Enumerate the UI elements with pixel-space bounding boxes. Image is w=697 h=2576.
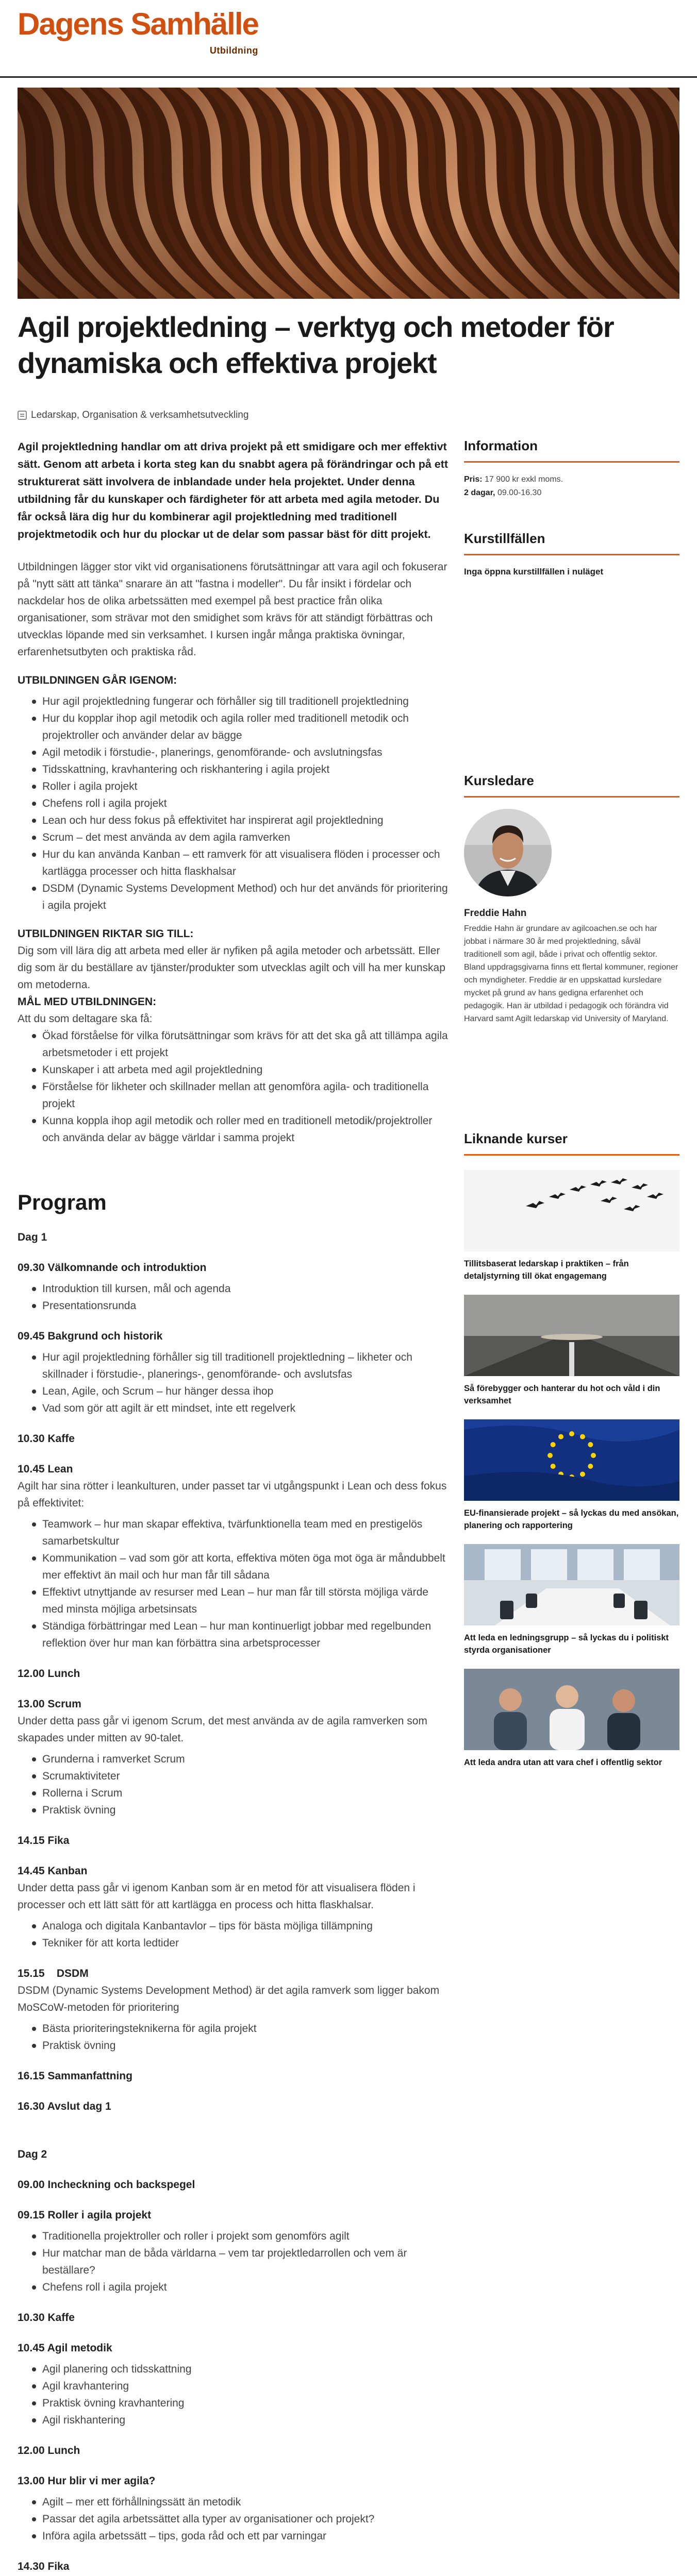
leader-bio: Freddie Hahn är grundare av agilcoachen.se och har jobbat i närmare 30 år med projektledning, såväl traditionell som agil, både i privat och offentlig sektor. Bland uppdragsgivarna finns ett flertal kommuner, regioner och myndigheter. Freddie är en uppskattad kursledare mycket på grund av hans gedigna erfarenhet och pedagogik. Han är utbildad i pedagogik och förändra vid Harvard samt Agilt ledarskap vid University of Maryland. [464, 924, 678, 1023]
card-image [464, 1544, 679, 1625]
card-title[interactable]: Att leda en ledningsgrupp – så lyckas du i politiskt styrda organisationer [464, 1633, 669, 1655]
program-slot: 16.15 Sammanfattning [18, 2070, 132, 2082]
program-slot: 13.00 Scrum [18, 1698, 81, 1710]
list-item: Scrum – det mest använda av dem agila ramverken [18, 829, 451, 846]
list-item: Tekniker för att korta ledtider [18, 1935, 451, 1952]
info-panel [464, 438, 679, 500]
slot-list [18, 1918, 451, 1952]
eu-star [558, 1434, 563, 1439]
price-label: Pris: [464, 475, 483, 484]
slot-list [18, 2228, 451, 2296]
program-slot: 10.45 Lean [18, 1463, 73, 1475]
program-slot: 14.45 Kanban [18, 1865, 88, 1877]
lead-paragraph: Agil projektledning handlar om att driva projekt på ett smidigare och mer effektivt sätt. Genom att arbeta i korta steg kan du snabbt agera på förändringar och på ett strukturerat sätt involvera de inblandade under hela projektet. Under denna utbildning får du kunskaper och färdigheter för att arbeta med agila metoder. Du får också lära dig hur du kombinerar agil projektledning med traditionell projektmetodik och hur du plockar ut de delar som passar bäst för ditt projekt. [18, 440, 449, 540]
list-item: Praktisk övning [18, 2037, 451, 2054]
card-image [464, 1419, 679, 1501]
slot-description: DSDM (Dynamic Systems Development Method) är det agila ramverk som ligger bakom MoSCoW-metoden för prioritering [18, 1985, 440, 2013]
list-item: Förståelse för likheter och skillnader mellan att genomföra agila- och traditionella projekt [18, 1078, 451, 1112]
info-lines [464, 473, 679, 500]
slot-list [18, 1751, 451, 1819]
slot-list [18, 1516, 451, 1652]
leader-portrait [464, 809, 552, 896]
list-item: Tidsskattning, kravhantering och riskhantering i agila projekt [18, 761, 451, 778]
list-item: Införa agila arbetssätt – tips, goda råd och ett par varningar [18, 2528, 451, 2545]
list-item: Scrumaktiviteter [18, 1768, 451, 1785]
list-item: Roller i agila projekt [18, 778, 451, 795]
course-dates-heading: Kurstillfällen [464, 531, 679, 555]
slot-description: Agilt har sina rötter i leankulturen, under passet tar vi utgångspunkt i Lean och dess fokus på effektivitet: [18, 1480, 447, 1509]
program-slot: 15.15 DSDM [18, 1968, 89, 1979]
similar-course-card[interactable] [464, 1544, 679, 1656]
hero-image [18, 88, 679, 299]
list-item: Introduktion till kursen, mål och agenda [18, 1280, 451, 1297]
similar-course-card[interactable] [464, 1669, 679, 1769]
avatar [464, 809, 552, 896]
list-item: Lean, Agile, och Scrum – hur hänger dessa ihop [18, 1383, 451, 1400]
category-link[interactable]: Ledarskap, Organisation & verksamhetsutveckling [31, 410, 249, 420]
list-item: Effektivt utnyttjande av resurser med Lean – hur man får till största möjliga värde med minsta möjliga arbetsinsats [18, 1584, 451, 1618]
list-item: Bästa prioriteringsteknikerna för agila projekt [18, 2020, 451, 2037]
card-title[interactable]: Att leda andra utan att vara chef i offentlig sektor [464, 1758, 662, 1767]
similar-courses-heading: Liknande kurser [464, 1131, 679, 1156]
goal-list [18, 1027, 451, 1146]
goal-lead: Att du som deltagare ska få: [18, 1013, 153, 1025]
card-image [464, 1170, 679, 1251]
list-item: Ständiga förbättringar med Lean – hur man kontinuerligt jobbar med regelbunden reflektion över hur man kan förbättra sina arbetsprocesser [18, 1618, 451, 1652]
program-slot: 16.30 Avslut dag 1 [18, 2100, 111, 2112]
list-item: Lean och hur dess fokus på effektivitet har inspirerat agil projektledning [18, 812, 451, 829]
program-slot: 10.30 Kaffe [18, 2312, 75, 2324]
price-value: 17 900 kr exkl moms. [485, 475, 563, 484]
target-text: Dig som vill lära dig att arbeta med eller är nyfiken på agila metoder och arbetssätt. Eller dig som är du beställare av tjänster/produkter som utvecklas agilt och vill ha mer kunskap om metoderna. [18, 945, 445, 991]
card-title[interactable]: Tillitsbaserat ledarskap i praktiken – från detaljstyrning till ökat engagemang [464, 1259, 629, 1281]
info-heading: Information [464, 438, 679, 463]
list-item: Agil metodik i förstudie-, planerings, genomförande- och avslutningsfas [18, 744, 451, 761]
list-item: Hur agil projektledning fungerar och förhåller sig till traditionell projektledning [18, 693, 451, 710]
card-title[interactable]: Så förebygger och hanterar du hot och våld i din verksamhet [464, 1384, 660, 1405]
goal-heading: MÅL MED UTBILDNINGEN: [18, 996, 157, 1008]
hero-wood-pattern [18, 88, 679, 299]
similar-courses-panel [464, 1131, 679, 1774]
program-slot: 14.30 Fika [18, 2561, 70, 2572]
program-slot: 09.30 Välkomnande och introduktion [18, 1262, 207, 1274]
card-image [464, 1295, 679, 1376]
intro-paragraph: Utbildningen lägger stor vikt vid organisationens förutsättningar att vara agil och fokuserar på "nytt sätt att tänka" snarare än att "fastna i modeller". Du får insikt i fördelar och nackdelar hos de olika arbetssätten med exempel på best practice från olika organisationer, som strävar mot den smidighet som krävs för att ständigt förbättras och utvecklas löpande med sin verksamhet. I kursen ingår många praktiska övningar, erfarenhetsutbyten och praktiska råd. [18, 561, 447, 658]
slot-list [18, 1280, 451, 1314]
site-header [0, 0, 697, 77]
category-row [18, 410, 248, 421]
similar-course-card[interactable] [464, 1170, 679, 1282]
program-slot: 09.15 Roller i agila projekt [18, 2209, 152, 2221]
page-title: Agil projektledning – verktyg och metoder för dynamiska och effektiva projekt [18, 311, 614, 379]
slot-list [18, 1349, 451, 1417]
list-item: Presentationsrunda [18, 1297, 451, 1314]
program-slot: 12.00 Lunch [18, 2445, 80, 2456]
slot-list [18, 2361, 451, 2429]
course-leader-panel [464, 773, 679, 1025]
target-heading: UTBILDNINGEN RIKTAR SIG TILL: [18, 928, 194, 940]
header-divider [0, 76, 697, 78]
list-item: Praktisk övning kravhantering [18, 2395, 451, 2412]
program-slot: 12.00 Lunch [18, 1668, 80, 1680]
eu-star [551, 1464, 556, 1469]
list-item: Chefens roll i agila projekt [18, 795, 451, 812]
list-item: Ökad förståelse för vilka förutsättningar som krävs för att det ska gå att tillämpa agila arbetsmetoder i ett projekt [18, 1027, 451, 1061]
course-dates-empty: Inga öppna kurstillfällen i nuläget [464, 567, 604, 577]
logo[interactable] [18, 7, 258, 56]
program-slot: 14.15 Fika [18, 1835, 70, 1846]
program-slot: 10.30 Kaffe [18, 1433, 75, 1445]
days-label: 2 dagar, [464, 488, 495, 497]
list-item: Grunderna i ramverket Scrum [18, 1751, 451, 1768]
program-slot: 10.45 Agil metodik [18, 2342, 112, 2354]
list-item: Hur matchar man de båda världarna – vem tar projektledarrollen och vem är beställare? [18, 2245, 451, 2279]
slot-list [18, 2020, 451, 2054]
program-slot: 09.45 Bakgrund och historik [18, 1330, 163, 1342]
list-item: Kommunikation – vad som gör att korta, effektiva möten öga mot öga är måndubbelt mer effektivt än mail och hur man får till sådana [18, 1550, 451, 1584]
eu-star [588, 1464, 593, 1469]
price-line [464, 473, 679, 486]
list-item: Rollerna i Scrum [18, 1785, 451, 1802]
eu-star [591, 1453, 596, 1458]
goes-heading: UTBILDNINGEN GÅR IGENOM: [18, 674, 177, 686]
day-2-heading: Dag 2 [18, 2148, 47, 2160]
list-item: Kunskaper i att arbeta med agil projektledning [18, 1061, 451, 1078]
goes-list [18, 693, 451, 914]
list-item: Hur agil projektledning förhåller sig till traditionell projektledning – likheter och skillnader i förstudie-, planerings-, genomförande- och avslutsfas [18, 1349, 451, 1383]
eu-star [580, 1434, 585, 1439]
list-item: Agil riskhantering [18, 2412, 451, 2429]
list-item: Kunna koppla ihop agil metodik och roller med en traditionell metodik/projektroller och använda delar av bägge världar i samma projekt [18, 1112, 451, 1146]
eu-star [547, 1453, 553, 1458]
logo-subtitle: Utbildning [209, 45, 258, 56]
leader-name: Freddie Hahn [464, 908, 527, 919]
logo-title: Dagens Samhälle [18, 7, 258, 41]
list-item: DSDM (Dynamic Systems Development Method) och hur det används för prioritering i agila projekt [18, 880, 451, 914]
eu-star [569, 1431, 574, 1436]
program-heading: Program [18, 1190, 107, 1214]
list-item: Teamwork – hur man skapar effektiva, tvärfunktionella team med en prestigelös samarbetskultur [18, 1516, 451, 1550]
similar-course-card[interactable] [464, 1295, 679, 1407]
card-image [464, 1669, 679, 1750]
main-content [18, 438, 451, 2576]
list-item: Agil planering och tidsskattning [18, 2361, 451, 2378]
list-item: Hur du kan använda Kanban – ett ramverk för att visualisera flöden i processer och kartlägga processer och hitta flaskhalsar [18, 846, 451, 880]
list-item: Praktisk övning [18, 1802, 451, 1819]
list-item: Analoga och digitala Kanbantavlor – tips för bästa möjliga tillämpning [18, 1918, 451, 1935]
list-item: Agilt – mer ett förhållningssätt än metodik [18, 2494, 451, 2511]
eu-star [580, 1471, 585, 1477]
list-item: Hur du kopplar ihop agil metodik och agila roller med traditionell metodik och projektroller och använder delar av bägge [18, 710, 451, 744]
days-value: 09.00-16.30 [497, 488, 542, 497]
program-slot: 09.00 Incheckning och backspegel [18, 2179, 195, 2191]
card-title[interactable]: EU-finansierade projekt – så lyckas du med ansökan, planering och rapportering [464, 1509, 679, 1530]
slot-description: Under detta pass går vi igenom Kanban som är en metod för att visualisera flöden i processer och ett lätt sätt för att kartlägga en process och hitta flaskhalsar. [18, 1882, 416, 1911]
list-item: Vad som gör att agilt är ett mindset, inte ett regelverk [18, 1400, 451, 1417]
list-item: Traditionella projektroller och roller i projekt som genomförs agilt [18, 2228, 451, 2245]
eu-star [551, 1442, 556, 1447]
slot-list [18, 2494, 451, 2545]
eu-star [588, 1442, 593, 1447]
course-dates-panel [464, 531, 679, 577]
similar-course-card[interactable] [464, 1419, 679, 1532]
days-line [464, 486, 679, 500]
list-item: Passar det agila arbetssättet alla typer av organisationer och projekt? [18, 2511, 451, 2528]
list-item: Agil kravhantering [18, 2378, 451, 2395]
program-slot: 13.00 Hur blir vi mer agila? [18, 2475, 156, 2487]
course-leader-heading: Kursledare [464, 773, 679, 798]
list-item: Chefens roll i agila projekt [18, 2279, 451, 2296]
day-1-heading: Dag 1 [18, 1231, 47, 1243]
category-icon [18, 411, 27, 420]
slot-description: Under detta pass går vi igenom Scrum, det mest använda av de agila ramverken som skapades under mitten av 90-talet. [18, 1715, 427, 1744]
